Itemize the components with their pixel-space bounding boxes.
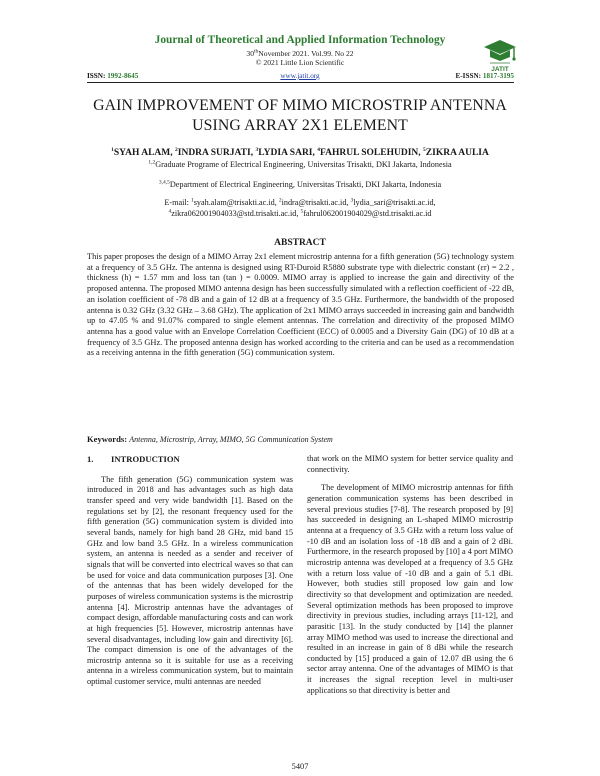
header-rule <box>87 82 514 83</box>
abstract-text: This paper proposes the design of a MIMO Array 2x1 element microstrip antenna for a fifth generation (5G) technology system at a frequency of 3.5 GHz. The antenna is designed using RT-Duroid R5880 substrate type with dielectric constant (εr) = 2.2 , thickness (h) = 1.57 mm and loss tan (tan ) = 0.0009. MIMO array is applied to increase the gain and directivity of the proposed antenna. The proposed MIMO antenna design has been successfully simulated with a reflection coefficient of -22 dB, an isolation coefficient of -78 dB and a gain of 12 dB at a frequency of 3.5 GHz. Furthermore, the bandwidth of the proposed antenna is 0.32 GHz (3.32 GHz – 3.68 GHz). The application of 2x1 MIMO arrays succeeded in increasing gain and bandwidth up to 47.05 % and 91.07% compared to single element antennas. The correlation and directivity of the proposed MIMO antenna has a good value with an Envelope Correlation Coefficient (ECC) of 0.0005 and a Diversity Gain (DG) of 10 dB at a frequency of 3.5 GHz. The proposed antenna design has worked according to the criteria and can be used as a recommendation as a receiving antenna in the fifth generation (5G) communication system. <box>87 252 514 358</box>
affiliation-2: $^{3,4,5}$Department of Electrical Engineering, Universitas Trisakti, DKI Jakarta, Indonesia <box>158 179 442 189</box>
paper-title: GAIN IMPROVEMENT OF MIMO MICROSTRIP ANTENNA USING ARRAY 2X1 ELEMENT <box>93 97 507 134</box>
section-heading: 1. INTRODUCTION <box>87 454 180 464</box>
email-line-1: E-mail: $^1$syah.alam@trisakti.ac.id, $^2$indra@trisakti.ac.id, $^3$lydia_sari@trisakti.ac.id, <box>164 197 436 207</box>
email-line-2: $^4$zikra062001904033@std.trisakti.ac.id, $^5$fahrul062001904029@std.trisakti.ac.id <box>168 208 432 218</box>
keywords: Keywords: Antenna, Microstrip, Array, MIMO, 5G Communication System <box>87 434 333 444</box>
logo-text: JATIT <box>491 66 509 73</box>
right-column <box>307 454 513 704</box>
journal-title: Journal of Theoretical and Applied Information Technology <box>154 34 446 46</box>
abstract-heading: ABSTRACT <box>274 238 326 248</box>
left-column <box>87 454 293 696</box>
eissn: E-ISSN: 1817-3195 <box>455 72 514 80</box>
jatit-logo <box>478 37 522 73</box>
paragraph: The development of MIMO microstrip antennas for fifth generation communication systems has been described in several previous studies [7-8]. The research proposed by [9] has succeeded in designing an L-shaped MIMO microstrip antenna at a frequency of 3.5 GHz with a return loss value of -10 dB and an isolation loss of -18 dB and a gain of 2 dBi. Furthermore, in the research proposed by [10] a 4 port MIMO microstrip antenna was developed at a frequency of 3.5 GHz with a return loss value of -10 dB and a gain of 5.1 dBi. However, both studies still proposed low gain and low directivity so that development and optimization are needed. Several optimization methods has been proposed to improve directivity in previous studies, including arrays [11-12], and parasitic [13]. In the study conducted by [14] the planner array MIMO method was used to increase the directional and resulted in an increase in gain of 8 dBi while the research conducted by [15] produced a gain of 12.07 dB using the 6 sector array antenna. One of the advantages of MIMO is that it increases the signal reception level in multi-user applications so that directivity is better and <box>307 483 513 695</box>
affiliation-1: $^{1,2}$Graduate Programe of Electrical Engineering, Universitas Trisakti, DKI Jakarta, Indonesia <box>148 159 452 169</box>
copyright-line: © 2021 Little Lion Scientific <box>255 58 345 67</box>
page-number: 5407 <box>291 762 309 771</box>
issue-date: 30thNovember 2021. Vol.99. No 22 <box>246 48 354 58</box>
paragraph: that work on the MIMO system for better service quality and connectivity. <box>307 454 513 474</box>
website-link[interactable]: www.jatit.org <box>280 72 320 80</box>
paragraph: The fifth generation (5G) communication system was introduced in 2018 and has advantages such as high data transfer speed and very wide bandwidth [1]. Based on the regulations set by [2], the resonant frequency used for the fifth generation (5G) communication system is divided into several bands, namely for high band 28 GHz, mid band 15 GHz and low band 3.5 GHz. In a wireless communication system, an antenna is needed as a sender and receiver of signals that will be converted into electrical waves so that can be used for voice and data communication purposes [3]. One of the antennas that has been widely developed for the purposes of wireless communication systems is the microstrip antenna [4]. Microstrip antennas have the advantages of compact design, affordable manufacturing costs and can work at high frequencies [5]. However, microstrip antennas have several disadvantages, including low gain and directivity [6]. The compact dimension is one of the advantages of the microstrip antenna so it is suitable for use as a receiving antenna in a wireless communication system, but to maintain optimal customer service, multi antennas are needed <box>87 474 293 687</box>
author-list: $^1$SYAH ALAM, $^2$INDRA SURJATI, $^3$LYDIA SARI, $^4$FAHRUL SOLEHUDIN, $^5$ZIKRA AULIA <box>111 146 489 158</box>
issn: ISSN: 1992-8645 <box>87 72 139 80</box>
